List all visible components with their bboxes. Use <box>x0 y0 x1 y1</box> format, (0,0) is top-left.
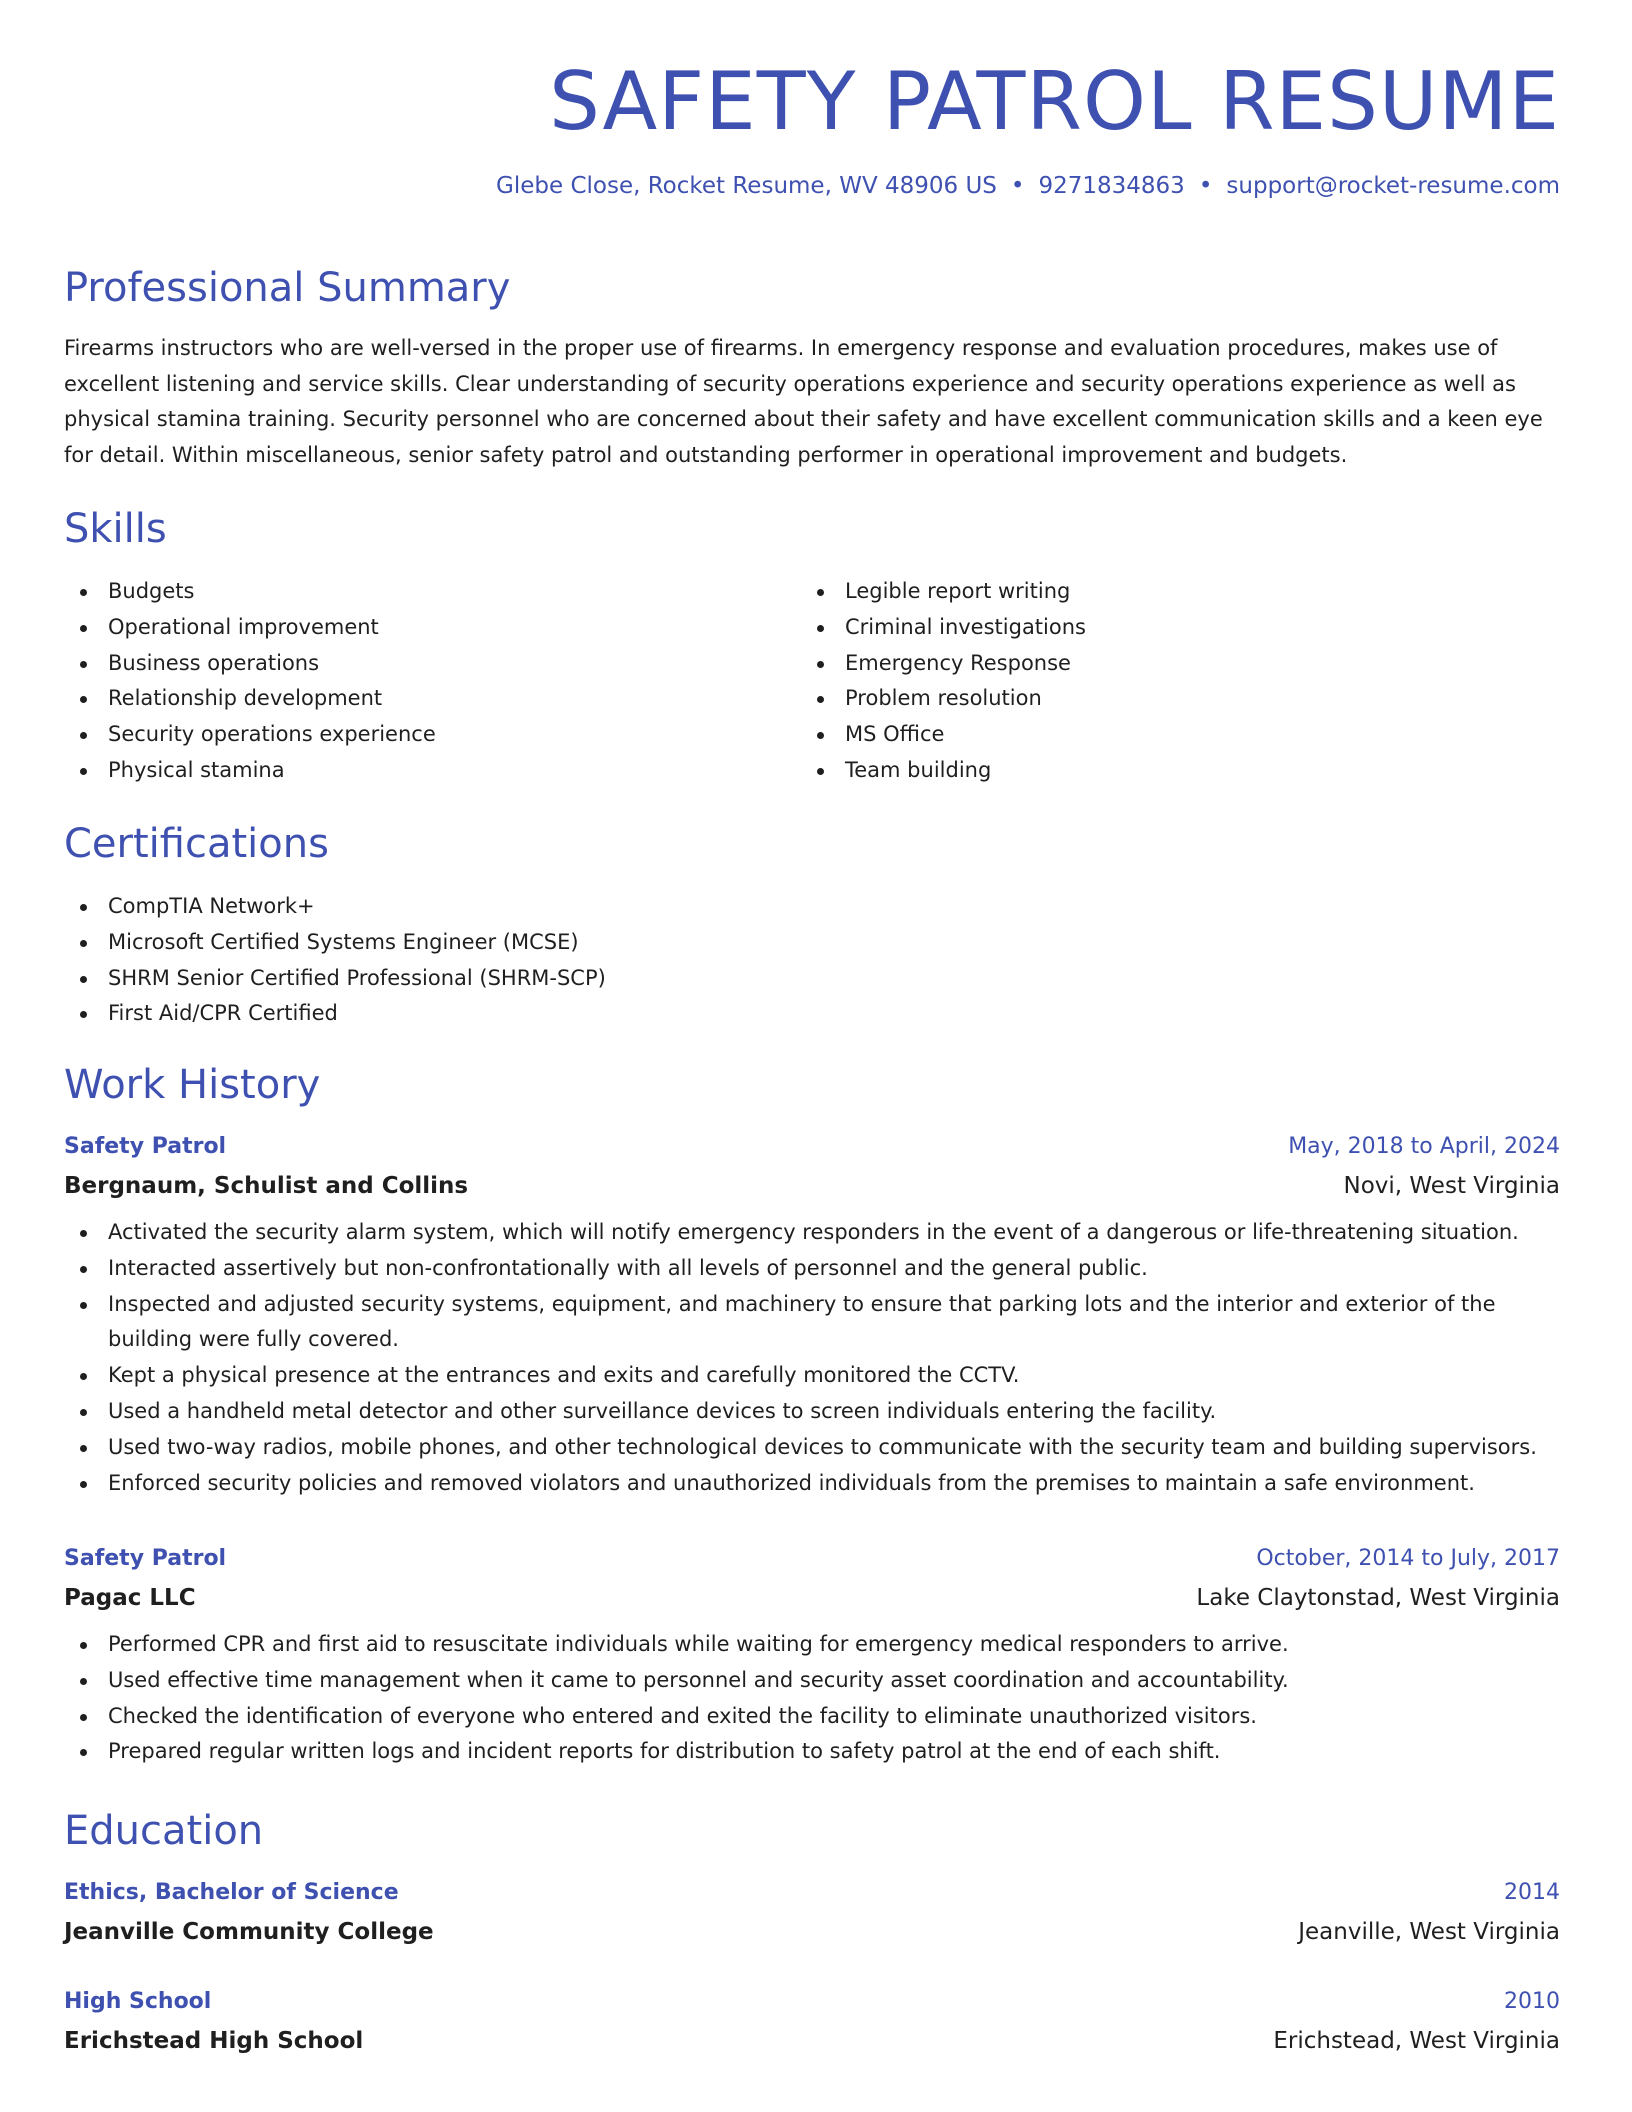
list-item: Team building <box>801 753 1538 789</box>
list-item: Enforced security policies and removed violators and unauthorized individuals from the premises to maintain a safe environment. <box>64 1466 1560 1502</box>
education-degree: Ethics, Bachelor of Science <box>64 1880 399 1905</box>
job-dates: October, 2014 to July, 2017 <box>1256 1546 1560 1571</box>
list-item: Checked the identification of everyone who entered and exited the facility to eliminate unauthorized visitors. <box>64 1699 1560 1735</box>
summary-text: Firearms instructors who are well-versed in the proper use of firearms. In emergency response and evaluation procedures, makes use of excellent listening and service skills. Clear understanding of security operations experience and security operations experience as well as physical stamina training. Security personnel who are concerned about their safety and have excellent communication skills and a keen eye for detail. Within miscellaneous, senior safety patrol and outstanding performer in operational improvement and budgets. <box>64 336 1543 467</box>
list-item: Relationship development <box>64 681 801 717</box>
education-location: Jeanville, West Virginia <box>1298 1919 1560 1945</box>
list-item: Budgets <box>64 574 801 610</box>
list-item: MS Office <box>801 717 1538 753</box>
job-company-row <box>64 1578 1560 1618</box>
education-school: Erichstead High School <box>64 2028 364 2054</box>
job-header <box>64 1128 1560 1166</box>
certifications-list <box>64 889 1560 1032</box>
list-item: Used a handheld metal detector and other surveillance devices to screen individuals entering the facility. <box>64 1394 1560 1430</box>
list-item: Operational improvement <box>64 610 801 646</box>
education-entry <box>64 1874 1560 1952</box>
list-item: Used effective time management when it came to personnel and security asset coordination and accountability. <box>64 1663 1560 1699</box>
list-item: Problem resolution <box>801 681 1538 717</box>
contact-email[interactable]: support@rocket-resume.com <box>1226 173 1560 199</box>
list-item: Business operations <box>64 646 801 682</box>
job-bullets <box>64 1215 1560 1501</box>
work-history-heading: Work History <box>64 1062 321 1108</box>
education-entry <box>64 1983 1560 2061</box>
education-location: Erichstead, West Virginia <box>1273 2028 1560 2054</box>
job-company-row <box>64 1166 1560 1206</box>
contact-separator: • <box>1010 173 1025 199</box>
education-school: Jeanville Community College <box>64 1919 434 1945</box>
list-item: Criminal investigations <box>801 610 1538 646</box>
job-location: Novi, West Virginia <box>1343 1173 1560 1199</box>
list-item: Physical stamina <box>64 753 801 789</box>
list-item: First Aid/CPR Certified <box>64 996 1560 1032</box>
list-item: Activated the security alarm system, which will notify emergency responders in the event of a dangerous or life-threatening situation. <box>64 1215 1560 1251</box>
resume-header <box>64 0 1560 202</box>
skills-list-left <box>64 574 801 789</box>
contact-line <box>64 170 1560 202</box>
resume-page <box>64 0 1560 2054</box>
education-year: 2014 <box>1504 1880 1560 1905</box>
education-school-row <box>64 2021 1560 2061</box>
education-school-row <box>64 1912 1560 1952</box>
job-title: Safety Patrol <box>64 1134 227 1159</box>
contact-separator: • <box>1198 173 1213 199</box>
list-item: Performed CPR and first aid to resuscitate individuals while waiting for emergency medical responders to arrive. <box>64 1627 1560 1663</box>
job-location: Lake Claytonstad, West Virginia <box>1196 1585 1560 1611</box>
education-heading: Education <box>64 1808 264 1854</box>
skills-list-right <box>801 574 1538 789</box>
contact-address: Glebe Close, Rocket Resume, WV 48906 US <box>496 173 997 199</box>
education-year: 2010 <box>1504 1989 1560 2014</box>
contact-phone: 9271834863 <box>1038 173 1185 199</box>
list-item: SHRM Senior Certified Professional (SHRM-SCP) <box>64 961 1560 997</box>
job-dates: May, 2018 to April, 2024 <box>1288 1134 1560 1159</box>
list-item: Security operations experience <box>64 717 801 753</box>
education-header <box>64 1983 1560 2021</box>
skills-heading: Skills <box>64 506 167 552</box>
skills-columns <box>64 574 1560 789</box>
list-item: Prepared regular written logs and incident reports for distribution to safety patrol at the end of each shift. <box>64 1734 1560 1770</box>
list-item: CompTIA Network+ <box>64 889 1560 925</box>
list-item: Emergency Response <box>801 646 1538 682</box>
list-item: Microsoft Certified Systems Engineer (MCSE) <box>64 925 1560 961</box>
job-entry <box>64 1540 1560 1770</box>
summary-heading: Professional Summary <box>64 265 511 311</box>
job-company: Pagac LLC <box>64 1585 196 1611</box>
job-entry <box>64 1128 1560 1501</box>
job-header <box>64 1540 1560 1578</box>
education-degree: High School <box>64 1989 212 2014</box>
resume-title: SAFETY PATROL RESUME <box>549 55 1560 148</box>
education-header <box>64 1874 1560 1912</box>
list-item: Used two-way radios, mobile phones, and other technological devices to communicate with the security team and building supervisors. <box>64 1430 1560 1466</box>
job-title: Safety Patrol <box>64 1546 227 1571</box>
list-item: Inspected and adjusted security systems, equipment, and machinery to ensure that parking lots and the interior and exterior of the building were fully covered. <box>64 1287 1560 1359</box>
certifications-heading: Certifications <box>64 821 329 867</box>
list-item: Kept a physical presence at the entrances and exits and carefully monitored the CCTV. <box>64 1358 1560 1394</box>
list-item: Legible report writing <box>801 574 1538 610</box>
job-company: Bergnaum, Schulist and Collins <box>64 1173 469 1199</box>
list-item: Interacted assertively but non-confrontationally with all levels of personnel and the general public. <box>64 1251 1560 1287</box>
job-bullets <box>64 1627 1560 1770</box>
